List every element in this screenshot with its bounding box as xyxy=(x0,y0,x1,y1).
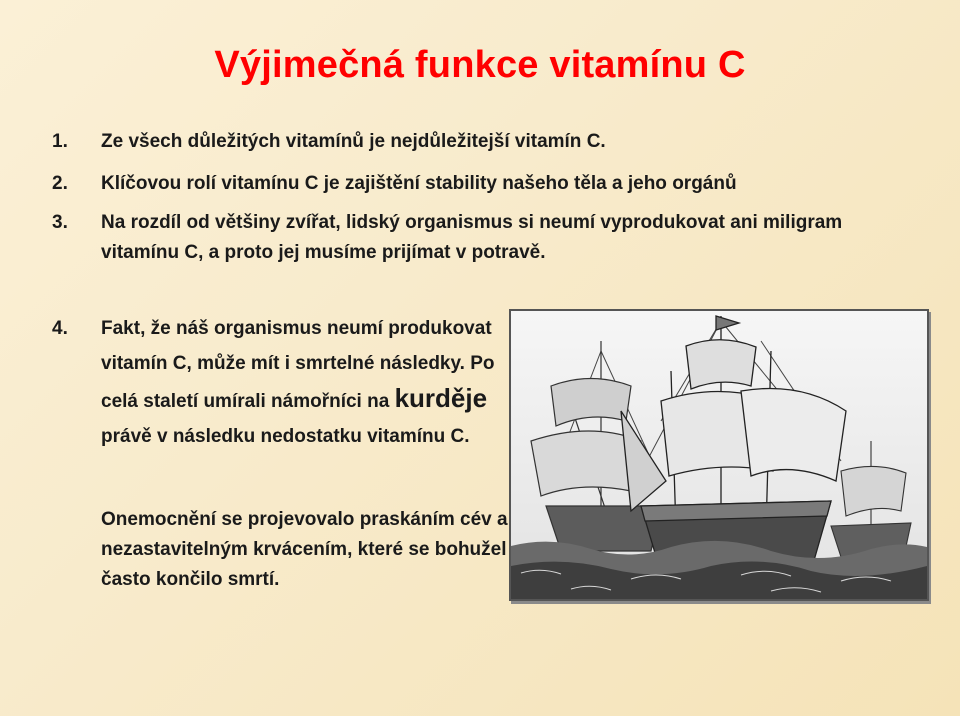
list-number: 4. xyxy=(52,318,68,339)
list-text-part: právě v následku nedostatku vitamínu C. xyxy=(101,426,470,447)
list-text: Ze všech důležitých vitamínů je nejdůležitejší vitamín C. xyxy=(101,131,606,152)
slide-title: Výjimečná funkce vitamínu C xyxy=(214,44,746,86)
list-item-2 xyxy=(52,169,850,199)
list-text xyxy=(101,311,520,454)
sailing-ships-icon xyxy=(511,311,927,599)
list-text-part: Fakt, že náš organismus neumí produkovat vitamín C, může mít i smrtelné následky. Po celá staletí umírali námořníci na xyxy=(101,318,495,412)
list-text: Klíčovou rolí vitamínu C je zajištění stability našeho těla a jeho orgánů xyxy=(101,173,737,194)
list-item-4 xyxy=(52,311,520,454)
list-number: 1. xyxy=(52,131,68,152)
list-number: 3. xyxy=(52,212,68,233)
list-text: Na rozdíl od většiny zvířat, lidský organismus si neumí vyprodukovat ani miligram vitamínu C, a proto jej musíme prijímat v potravě. xyxy=(101,212,843,263)
list-number: 2. xyxy=(52,173,68,194)
sailing-ships-image xyxy=(509,309,929,601)
highlight-word: kurděje xyxy=(394,383,488,413)
list-item-1 xyxy=(52,127,850,157)
list-item-3 xyxy=(52,208,850,268)
disease-paragraph: Onemocnění se projevovalo praskáním cév a nezastavitelným krvácením, které se bohužel často končilo smrtí. xyxy=(101,509,508,590)
